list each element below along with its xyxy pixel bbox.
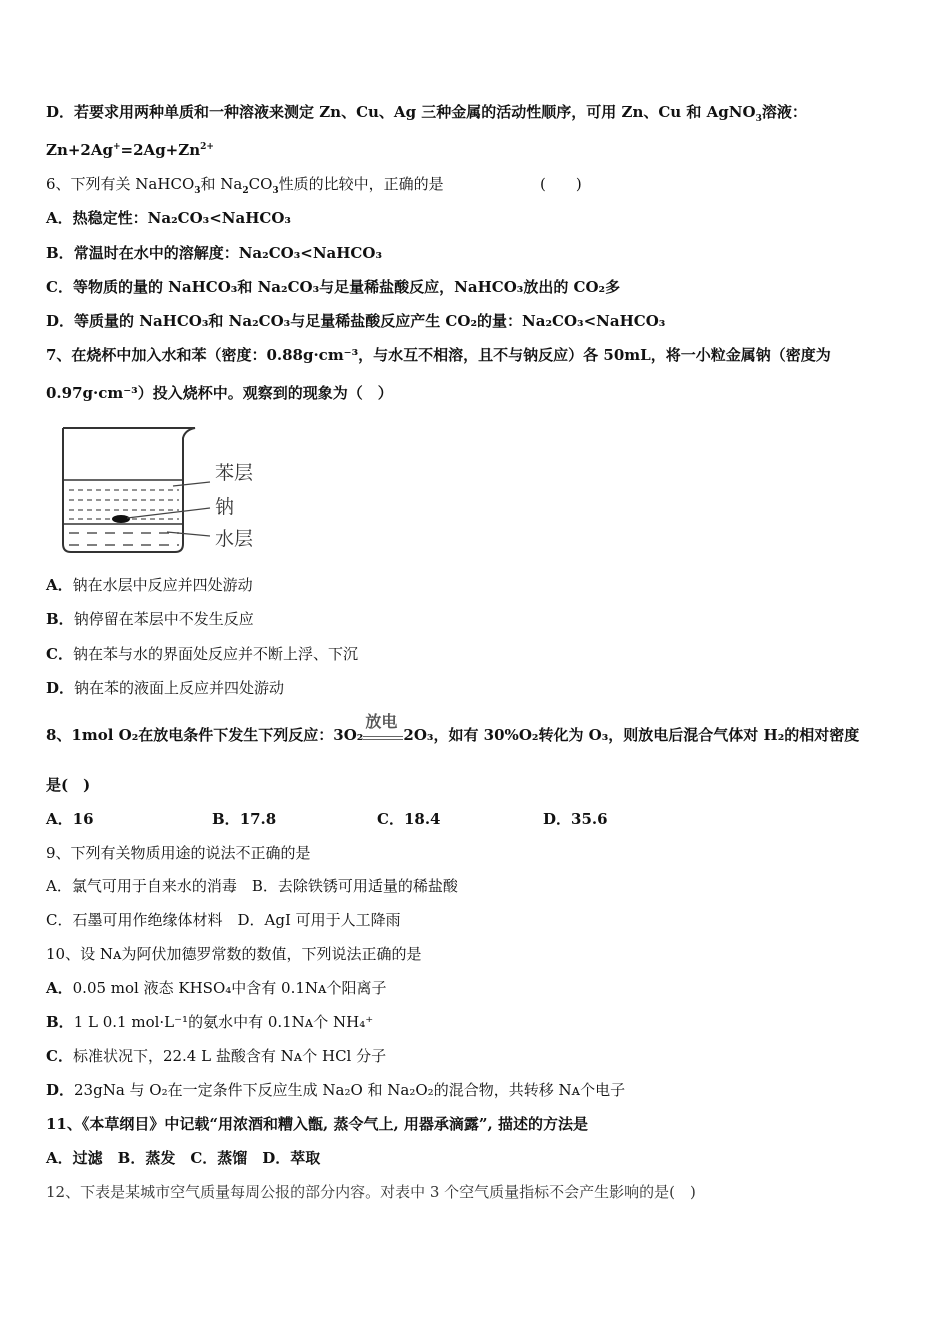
q6-stem-text: 和 Na	[200, 175, 243, 193]
q6-stem-text: 性质的比较中，正确的是	[278, 175, 444, 193]
option-text: 1 L 0.1 mol·L⁻¹的氨水中有 0.1Nᴀ个 NH₄⁺	[73, 1013, 374, 1031]
q6-stem-text: CO	[248, 175, 273, 193]
q6-option-d	[46, 311, 665, 331]
q8-option-c: C．18.4	[377, 810, 441, 828]
q5-option-d	[46, 102, 807, 122]
answer-blank: ( )	[540, 175, 582, 193]
option-label: B．	[46, 610, 74, 628]
q6-option-a	[46, 208, 291, 228]
q5-option-d-text-end: 溶液：	[761, 103, 807, 121]
arrow-condition-label: 放电	[365, 712, 398, 731]
q6-option-b	[46, 243, 382, 263]
q7-option-a	[46, 575, 253, 595]
option-label: D．	[46, 1081, 75, 1099]
option-label: C．	[46, 645, 73, 663]
q8-stem-text: 2O₃，如有 30%O₂转化为 O₃，则放电后混合气体对 H₂的相对密度	[403, 726, 860, 744]
beaker-figure	[55, 420, 285, 560]
q5-equation	[46, 140, 214, 160]
option-label: A．	[46, 576, 73, 594]
q5-option-d-text: D．若要求用两种单质和一种溶液来测定 Zn、Cu、Ag 三种金属的活动性顺序，可用 Zn、Cu 和 AgNO	[46, 103, 756, 121]
q11-options: A．过滤 B．蒸发 C．蒸馏 D．萃取	[46, 1149, 321, 1167]
q10-option-c	[46, 1046, 386, 1066]
option-text: 0.05 mol 液态 KHSO₄中含有 0.1Nᴀ个阳离子	[72, 979, 387, 997]
option-label: A．	[46, 979, 73, 997]
option-label: B．	[46, 244, 74, 262]
option-text: 标准状况下，22.4 L 盐酸含有 Nᴀ个 HCl 分子	[72, 1047, 387, 1065]
option-label: A．	[46, 209, 73, 227]
equation-part: Zn+2Ag	[46, 141, 113, 159]
q7-stem-line2: 0.97g·cm⁻³）投入烧杯中。观察到的现象为（ ）	[46, 384, 393, 402]
superscript: 2+	[200, 142, 214, 152]
label-benzene-layer: 苯层	[215, 462, 254, 484]
q8-option-b: B．17.8	[212, 810, 277, 828]
q8-stem-line2: 是( )	[46, 776, 91, 794]
q8-option-d: D．35.6	[543, 810, 608, 828]
superscript: +	[113, 142, 121, 152]
label-sodium: 钠	[215, 496, 235, 518]
option-text: 钠在苯与水的界面处反应并不断上浮、下沉	[72, 645, 358, 663]
label-water-layer: 水层	[215, 528, 254, 550]
option-text: 等质量的 NaHCO₃和 Na₂CO₃与足量稀盐酸反应产生 CO₂的量：Na₂CO₃<NaHCO₃	[74, 312, 666, 330]
option-text: 热稳定性：Na₂CO₃<NaHCO₃	[72, 209, 291, 227]
q6-option-c	[46, 277, 620, 297]
option-text: 23gNa 与 O₂在一定条件下反应生成 Na₂O 和 Na₂O₂的混合物，共转移 Nᴀ个电子	[74, 1081, 626, 1099]
q7-option-d	[46, 678, 284, 698]
q10-option-d	[46, 1080, 625, 1100]
q6-stem-text: 6、下列有关 NaHCO	[46, 175, 195, 193]
q6-stem: 6、下列有关 NaHCO$_3$和 $Na_2CO_3$性质的比较中，正确的是 ( )	[46, 175, 582, 196]
option-text: 钠在苯的液面上反应并四处游动	[74, 679, 285, 697]
q10-option-b	[46, 1012, 373, 1032]
q10-option-a	[46, 978, 387, 998]
reaction-arrow	[363, 712, 403, 746]
q7-option-b	[46, 609, 254, 629]
option-text: 等物质的量的 NaHCO₃和 Na₂CO₃与足量稀盐酸反应，NaHCO₃放出的 CO₂多	[72, 278, 621, 296]
q8-stem-text: 8、1mol O₂在放电条件下发生下列反应：3O₂	[46, 726, 364, 744]
q11-stem: 11、《本草纲目》中记载“用浓酒和糟入甑, 蒸令气上, 用器承滴露”, 描述的方法是	[46, 1115, 588, 1133]
q7-option-c	[46, 644, 358, 664]
option-text: 常温时在水中的溶解度：Na₂CO₃<NaHCO₃	[73, 244, 383, 262]
equation-part: =2Ag+Zn	[120, 141, 201, 159]
option-label: C．	[46, 1047, 73, 1065]
option-text: 钠在水层中反应并四处游动	[72, 576, 253, 594]
q8-stem-line1	[46, 712, 860, 746]
q9-options-row1: A．氯气可用于自来水的消毒 B．去除铁锈可用适量的稀盐酸	[46, 877, 458, 895]
q12-stem: 12、下表是某城市空气质量每周公报的部分内容。对表中 3 个空气质量指标不会产生影响的是( )	[46, 1183, 696, 1201]
option-label: D．	[46, 312, 75, 330]
subscript: 3	[755, 114, 762, 124]
option-label: B．	[46, 1013, 74, 1031]
option-label: D．	[46, 679, 75, 697]
q8-option-a: A．16	[46, 810, 94, 828]
option-text: 钠停留在苯层中不发生反应	[73, 610, 254, 628]
q9-options-row2: C．石墨可用作绝缘体材料 D．AgI 可用于人工降雨	[46, 911, 401, 929]
option-label: C．	[46, 278, 73, 296]
q7-stem-line1: 7、在烧杯中加入水和苯（密度：0.88g·cm⁻³，与水互不相溶，且不与钠反应）各 50mL，将一小粒金属钠（密度为	[46, 346, 831, 364]
q9-stem: 9、下列有关物质用途的说法不正确的是	[46, 844, 311, 862]
q10-stem: 10、设 Nᴀ为阿伏加德罗常数的数值，下列说法正确的是	[46, 945, 422, 963]
